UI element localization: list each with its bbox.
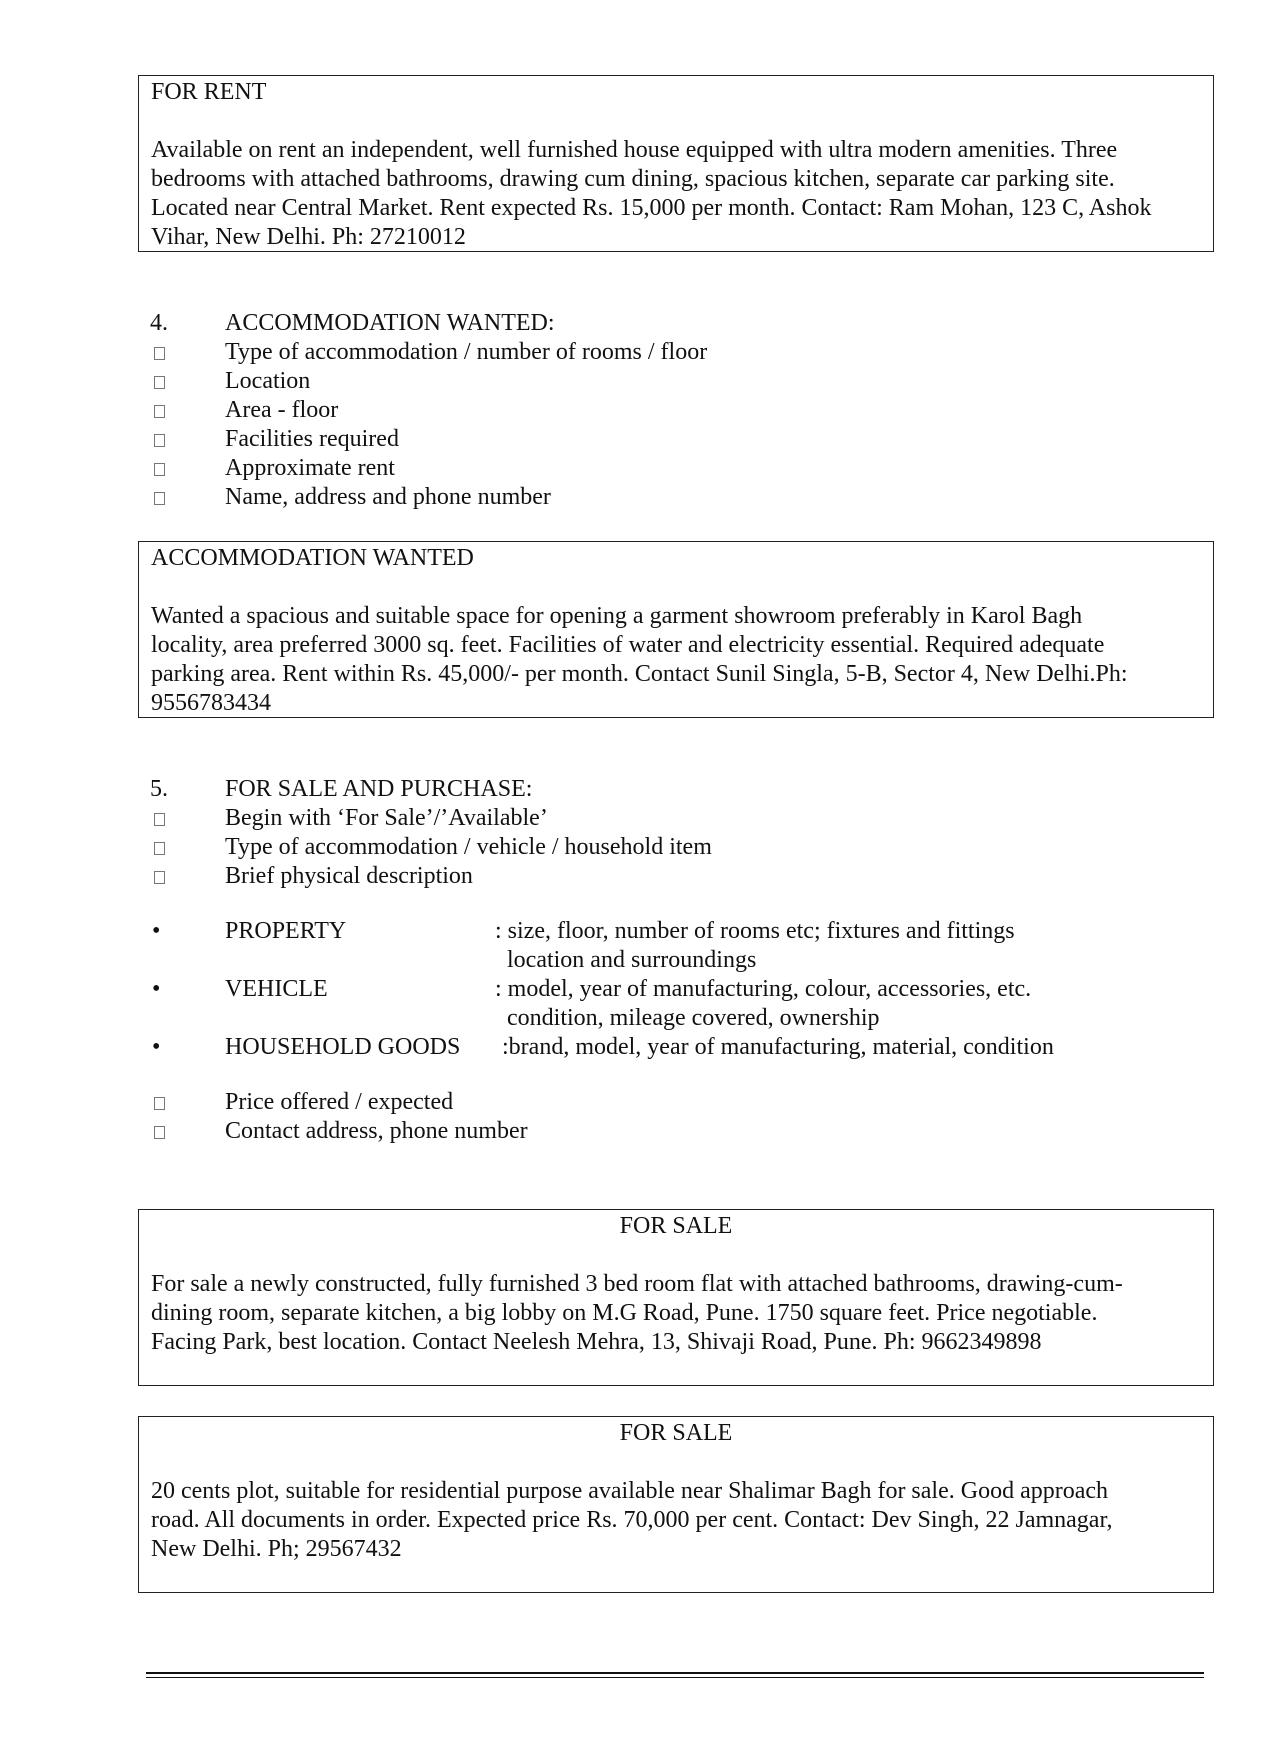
list-item — [150, 338, 1210, 367]
bullet-label: VEHICLE — [225, 976, 328, 1002]
for-sale-body — [151, 1477, 1201, 1564]
for-rent-line: Vihar, New Delhi. Ph: 27210012 — [151, 224, 466, 250]
for-sale-plot-box — [138, 1416, 1214, 1593]
bullet-item-property — [150, 917, 1210, 946]
for-rent-body — [151, 136, 1201, 252]
list-item — [150, 396, 1210, 425]
section-title: ACCOMMODATION WANTED: — [225, 310, 555, 336]
list-item-text: Price offered / expected — [225, 1089, 454, 1115]
for-sale-line: Facing Park, best location. Contact Neelesh Mehra, 13, Shivaji Road, Pune. Ph: 9662349898 — [151, 1329, 1042, 1355]
bullet-item-household-goods — [150, 1033, 1210, 1062]
checkbox-square-icon — [150, 396, 165, 425]
accommodation-wanted-title: ACCOMMODATION WANTED — [151, 545, 474, 571]
section-number: 4. — [150, 310, 168, 336]
list-item-text: Name, address and phone number — [225, 484, 551, 510]
checkbox-square-icon — [150, 338, 165, 367]
accommodation-wanted-line: parking area. Rent within Rs. 45,000/- per month. Contact Sunil Singla, 5-B, Sector 4, New Delhi.Ph: — [151, 661, 1128, 687]
for-sale-title: FOR SALE — [619, 1420, 733, 1446]
section-heading — [150, 309, 1210, 338]
list-item-text: Area - floor — [225, 397, 339, 423]
list-item — [150, 804, 1210, 833]
accommodation-wanted-line: locality, area preferred 3000 sq. feet. Facilities of water and electricity essential. Required adequate — [151, 632, 1105, 658]
accommodation-wanted-line: Wanted a spacious and suitable space for opening a garment showroom preferably in Karol Bagh — [151, 603, 1083, 629]
bullet-desc-continued: condition, mileage covered, ownership — [507, 1005, 880, 1031]
bullet-icon: • — [152, 918, 161, 944]
bullet-item-property-cont — [150, 946, 1210, 975]
section-number: 5. — [150, 776, 168, 802]
accommodation-wanted-box — [138, 541, 1214, 718]
checkbox-square-icon — [150, 425, 165, 454]
list-item — [150, 1088, 1210, 1117]
checkbox-square-icon — [150, 1117, 165, 1146]
for-sale-line: New Delhi. Ph; 29567432 — [151, 1536, 402, 1562]
checkbox-square-icon — [150, 804, 165, 833]
for-sale-body — [151, 1270, 1201, 1357]
for-rent-box — [138, 75, 1214, 252]
list-item — [150, 367, 1210, 396]
bullet-label: HOUSEHOLD GOODS — [225, 1034, 461, 1060]
bullet-label: PROPERTY — [225, 918, 347, 944]
for-sale-line: dining room, separate kitchen, a big lobby on M.G Road, Pune. 1750 square feet. Price negotiable. — [151, 1300, 1098, 1326]
bullet-desc: :brand, model, year of manufacturing, material, condition — [502, 1034, 1054, 1060]
section-accommodation-wanted — [150, 309, 1210, 512]
for-sale-title: FOR SALE — [619, 1213, 733, 1239]
bullet-item-vehicle-cont — [150, 1004, 1210, 1033]
list-item-text: Facilities required — [225, 426, 399, 452]
bullet-desc-continued: location and surroundings — [507, 947, 757, 973]
section-for-sale-and-purchase — [150, 775, 1210, 1146]
bullet-icon: • — [152, 976, 161, 1002]
list-item — [150, 833, 1210, 862]
accommodation-wanted-line: 9556783434 — [151, 690, 271, 716]
for-rent-title: FOR RENT — [151, 79, 267, 105]
checkbox-square-icon — [150, 833, 165, 862]
for-sale-line: 20 cents plot, suitable for residential purpose available near Shalimar Bagh for sale. Good approach — [151, 1478, 1109, 1504]
bullet-icon: • — [152, 1034, 161, 1060]
list-item — [150, 454, 1210, 483]
footer-double-rule — [146, 1672, 1204, 1678]
checkbox-square-icon — [150, 367, 165, 396]
list-item — [150, 862, 1210, 891]
bullet-desc: : size, floor, number of rooms etc; fixtures and fittings — [495, 918, 1015, 944]
checkbox-square-icon — [150, 1088, 165, 1117]
list-item-text: Begin with ‘For Sale’/’Available’ — [225, 805, 548, 831]
for-rent-line: Available on rent an independent, well furnished house equipped with ultra modern amenities. Three — [151, 137, 1118, 163]
for-sale-line: For sale a newly constructed, fully furnished 3 bed room flat with attached bathrooms, drawing-cum- — [151, 1271, 1123, 1297]
bullet-item-vehicle — [150, 975, 1210, 1004]
for-sale-flat-box — [138, 1209, 1214, 1386]
list-item-text: Location — [225, 368, 311, 394]
list-item-text: Contact address, phone number — [225, 1118, 528, 1144]
for-sale-line: road. All documents in order. Expected price Rs. 70,000 per cent. Contact: Dev Singh, 22 Jamnagar, — [151, 1507, 1113, 1533]
for-rent-line: Located near Central Market. Rent expected Rs. 15,000 per month. Contact: Ram Mohan, 123 C, Ashok — [151, 195, 1152, 221]
list-item — [150, 1117, 1210, 1146]
section-title: FOR SALE AND PURCHASE: — [225, 776, 533, 802]
list-item — [150, 425, 1210, 454]
for-rent-line: bedrooms with attached bathrooms, drawing cum dining, spacious kitchen, separate car parking site. — [151, 166, 1115, 192]
checkbox-square-icon — [150, 483, 165, 512]
accommodation-wanted-body — [151, 602, 1201, 718]
list-item-text: Approximate rent — [225, 455, 395, 481]
checkbox-square-icon — [150, 454, 165, 483]
list-item — [150, 483, 1210, 512]
list-item-text: Brief physical description — [225, 863, 473, 889]
bullet-desc: : model, year of manufacturing, colour, accessories, etc. — [495, 976, 1032, 1002]
checkbox-square-icon — [150, 862, 165, 891]
list-item-text: Type of accommodation / vehicle / household item — [225, 834, 712, 860]
list-item-text: Type of accommodation / number of rooms / floor — [225, 339, 708, 365]
section-heading — [150, 775, 1210, 804]
